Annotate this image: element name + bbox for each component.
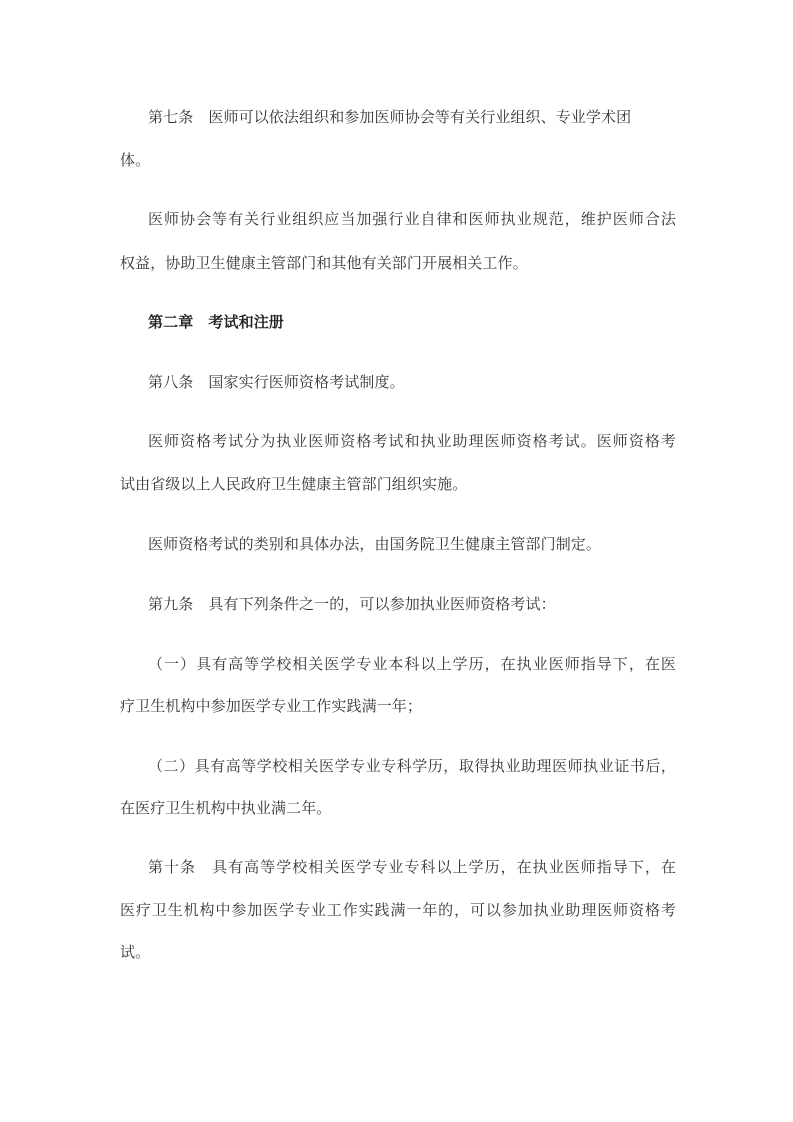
article-10-line-1: 第十条 具有高等学校相关医学专业专科以上学历，在执业医师指导下，在 bbox=[148, 858, 676, 876]
article-9-item-1-line-2: 疗卫生机构中参加医学专业工作实践满一年； bbox=[120, 697, 423, 715]
article-7-line-2: 体。 bbox=[120, 151, 151, 169]
article-8-paragraph-3: 医师资格考试的类别和具体办法，由国务院卫生健康主管部门制定。 bbox=[148, 535, 602, 553]
article-9-item-2-line-1: （二）具有高等学校相关医学专业专科学历，取得执业助理医师执业证书后， bbox=[148, 757, 676, 775]
article-7-paragraph-2-line-1: 医师协会等有关行业组织应当加强行业自律和医师执业规范，维护医师合法 bbox=[148, 210, 676, 228]
article-7-paragraph-2-line-2: 权益，协助卫生健康主管部门和其他有关部门开展相关工作。 bbox=[120, 254, 528, 272]
article-8-paragraph-2-line-2: 试由省级以上人民政府卫生健康主管部门组织实施。 bbox=[120, 475, 468, 493]
article-10-line-2: 医疗卫生机构中参加医学专业工作实践满一年的，可以参加执业助理医师资格考 bbox=[120, 901, 676, 919]
article-9-item-2-line-2: 在医疗卫生机构中执业满二年。 bbox=[120, 799, 332, 817]
article-10-line-3: 试。 bbox=[120, 943, 151, 961]
article-7-line-1: 第七条 医师可以依法组织和参加医师协会等有关行业组织、专业学术团 bbox=[148, 108, 632, 126]
article-9-item-1-line-1: （一）具有高等学校相关医学专业本科以上学历，在执业医师指导下，在医 bbox=[148, 655, 676, 673]
article-8: 第八条 国家实行医师资格考试制度。 bbox=[148, 373, 405, 391]
article-8-paragraph-2-line-1: 医师资格考试分为执业医师资格考试和执业助理医师资格考试。医师资格考 bbox=[148, 432, 676, 450]
article-9: 第九条 具有下列条件之一的，可以参加执业医师资格考试： bbox=[148, 595, 556, 613]
chapter-heading: 第二章 考试和注册 bbox=[148, 313, 284, 331]
